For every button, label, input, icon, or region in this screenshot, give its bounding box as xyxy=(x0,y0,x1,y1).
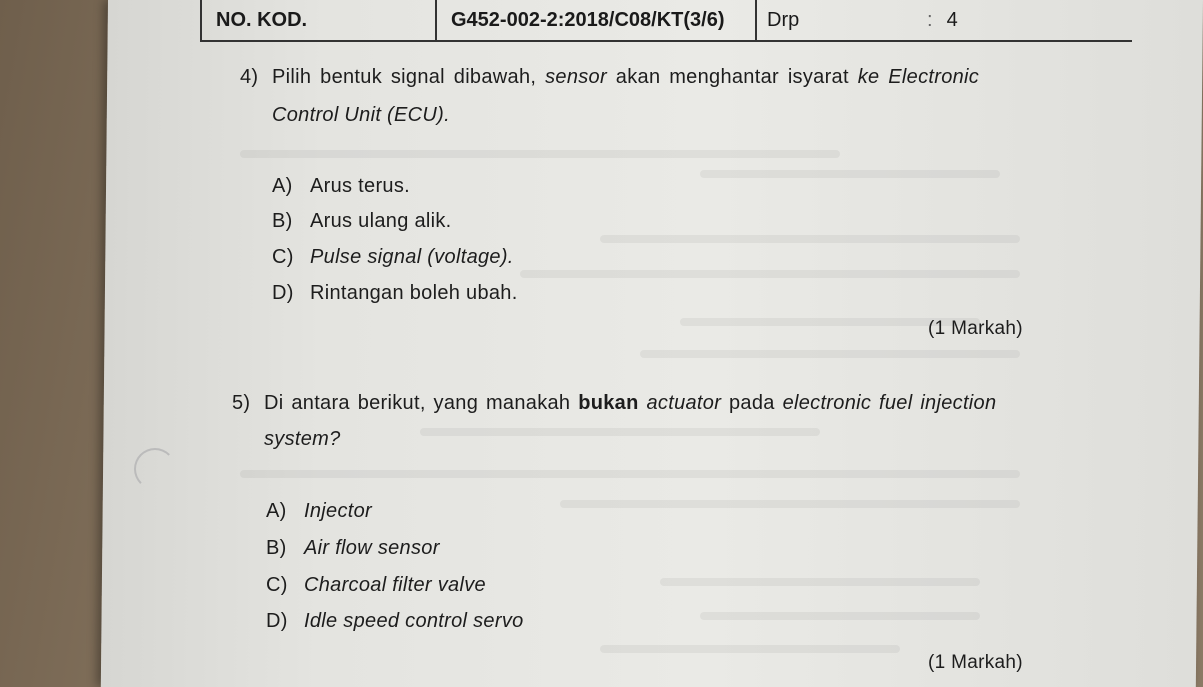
pencil-mark xyxy=(134,448,176,490)
q5-number: 5) xyxy=(232,392,251,414)
page-number xyxy=(907,0,1027,40)
q4-number: 4) xyxy=(240,66,259,88)
no-kod-label: NO. KOD. xyxy=(202,0,437,40)
q4-option-c: C) Pulse signal (voltage). xyxy=(272,246,514,268)
q5-question-line1: Di antara berikut, yang manakah bukan actuator pada electronic fuel injection xyxy=(264,392,997,414)
course-code: G452-002-2:2018/C08/KT(3/6) xyxy=(437,0,757,40)
q5-question-line2: system? xyxy=(264,428,341,450)
q4-mark: (1 Markah) xyxy=(928,318,1023,339)
q5-option-b: B) Air flow sensor xyxy=(266,537,440,559)
q4-question-line2: Control Unit (ECU). xyxy=(272,104,450,126)
page-separator: : xyxy=(927,8,933,31)
page-number-value: 4 xyxy=(946,8,958,31)
q5-option-c: C) Charcoal filter valve xyxy=(266,574,486,596)
q4-option-a: A) Arus terus. xyxy=(272,175,410,197)
q5-mark: (1 Markah) xyxy=(928,652,1023,673)
q5-option-d: D) Idle speed control servo xyxy=(266,610,524,632)
q4-option-b: B) Arus ulang alik. xyxy=(272,210,452,232)
drp-label: Drp xyxy=(767,8,800,31)
q4-option-d: D) Rintangan boleh ubah. xyxy=(272,282,518,304)
header-table xyxy=(200,0,1132,42)
q5-option-a: A) Injector xyxy=(266,500,372,522)
q4-question-line1: Pilih bentuk signal dibawah, sensor akan menghantar isyarat ke Electronic xyxy=(272,66,980,88)
